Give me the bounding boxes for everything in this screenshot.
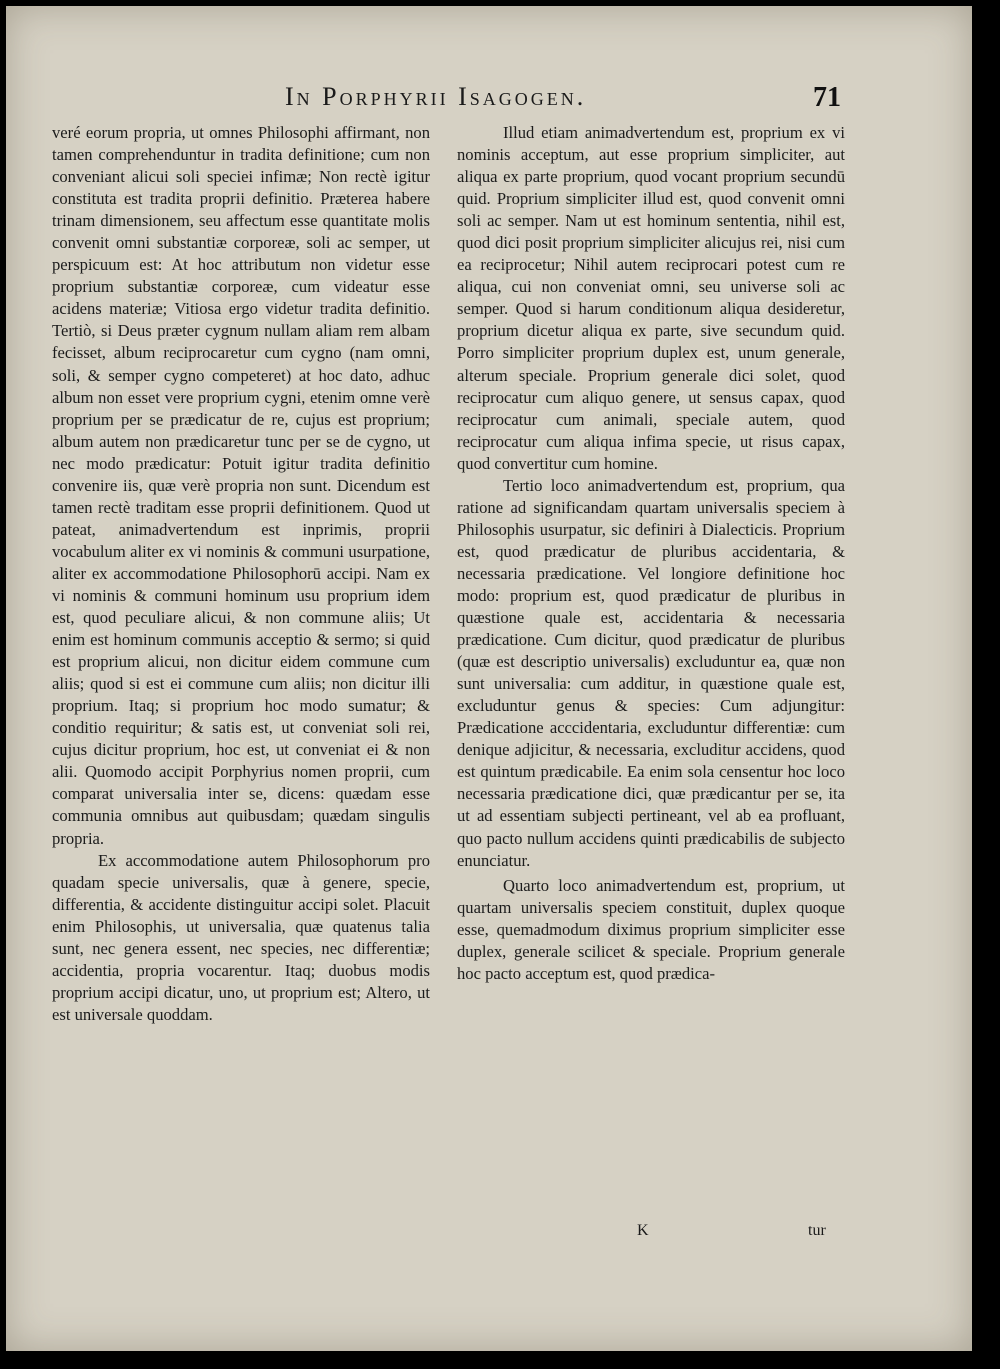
right-paragraph-2: Tertio loco animadvertendum est, proprium, qua ratione ad significandam quartam universalis speciem à Philosophis usurpatur, sic definiri à Dialecticis. Proprium est, quod prædicatur de pluribus accidentaria, & necessaria prædicatione. Vel longiore definitione hoc modo: proprium est, quod prædicatur de pluribus in quæstione quale est, accidentaria & necessaria prædicatione. Cum dicitur, quod prædicatur de pluribus (quæ est descriptio universalis) excluduntur ea, quæ non sunt universalia: cum additur, in quæstione quale est, excluduntur genus & species: Cum adjungitur: Prædicatione acccidentaria, excluduntur differentiæ: cum denique adjicitur, & necessaria, excluditur accidens, quod est quintum prædicabile. Ea enim sola censentur hoc loco necessaria prædicatione dici, quæ prædicantur per se, ita ut ad essentiam subjecti pertineant, vel ab ea profluant, quo pacto nullum accidens quinti prædicabilis de subjecto enunciatur. — [457, 475, 845, 870]
right-paragraph-1: Illud etiam animadvertendum est, proprium ex vi nominis acceptum, aut esse proprium simpliciter, aut aliqua ex parte proprium, quod vocant proprium secundū quid. Proprium simpliciter illud est, quod convenit omni soli ac semper. Nam ut est hominum sententia, nihil est, quod dici posit proprium simpliciter alicujus rei, nisi cum ea reciprocetur; Nihil autem reciprocari potest cum re aliqua, cui non conveniat omni, seu universe soli ac semper. Quod si harum conditionum aliqua desideretur, proprium dicetur aliqua ex parte, sive secundum quid. Porro simpliciter proprium duplex est, unum generale, alterum speciale. Proprium generale dici solet, quod reciprocatur cum aliquo genere, ut sensus capax, quod reciprocatur cum animali, speciale autem, quod reciprocatur cum aliqua infima specie, ut risus capax, quod convertitur cum homine. — [457, 123, 845, 473]
signature-mark: K — [637, 1222, 649, 1239]
left-column — [52, 122, 430, 1026]
page-number: 71 — [813, 82, 841, 113]
page-edge-shadow — [972, 0, 1000, 1369]
left-paragraph-2: Ex accommodatione autem Philosophorum pro quadam specie universalis, quæ à genere, specie, differentia, & accidente distinguitur accipi solet. Placuit enim Philosophis, ut universalia, quæ quatenus talia sunt, nec genera essent, nec species, nec differentiæ; accidentia, propria vocarentur. Itaq; duobus modis proprium accipi dicatur, uno, ut proprium est; Altero, ut est universale quoddam. — [52, 850, 430, 1024]
catchword: tur — [808, 1222, 826, 1239]
right-column — [457, 122, 845, 985]
right-paragraph-3: Quarto loco animadvertendum est, proprium, ut quartam universalis speciem constituit, duplex quoque esse, quemadmodum diximus proprium simpliciter esse duplex, generale scilicet & speciale. Proprium generale hoc pacto acceptum est, quod prædica- — [457, 875, 845, 983]
running-head: In Porphyrii Isagogen. — [285, 82, 587, 111]
left-paragraph-1: veré eorum propria, ut omnes Philosophi affirmant, non tamen comprehenduntur in tradita definitione; cum non conveniant alicui soli speciei infimæ; Non rectè igitur constituta est tradita proprii definitio. Præterea habere trinam dimensionem, seu affectum esse quantitate molis convenit omni substantiæ corporeæ, soli ac semper, ut perspicuum est: At hoc attributum non videtur esse proprium substantiæ corporeæ, cum videatur esse acidens materiæ; Vitiosa ergo videtur tradita definitio. Tertiò, si Deus præter cygnum nullam aliam rem albam fecisset, album reciprocaretur cum cygno (nam omni, soli, & semper cygno competeret) at hoc dato, adhuc album non esset vere proprium cygni, etenim omne verè proprium per se prædicatur de re, cujus est proprium; album autem non prædicaretur tunc per se de cygno, ut nec modo prædicatur: Potuit igitur tradita definitio convenire iis, quæ verè propria non sunt. Dicendum est tamen rectè traditam esse proprii definitionem. Quod ut pateat, animadvertendum est inprimis, proprii vocabulum aliter ex vi nominis & communi usurpatione, aliter ex accommodatione Philosophorū accipi. Nam ex vi nominis & communi hominum usu proprium idem est, quod peculiare alicui, & non commune aliis; Ut enim est hominum communis acceptio & sermo; si quid est proprium alicui, non dicitur eidem commune cum aliis; quod si est ei commune cum aliis; non dicitur illi proprium. Itaq; si proprium hoc modo sumatur; & conditio requiritur; & satis est, ut conveniat soli rei, cujus dicitur proprium, hoc est, ut conveniat ei & non alii. Quomodo accipit Porphyrius nomen proprii, cum comparat universalia inter se, dicens: quædam esse communia omnibus aut quibusdam; quædam singulis propria. — [52, 123, 430, 848]
